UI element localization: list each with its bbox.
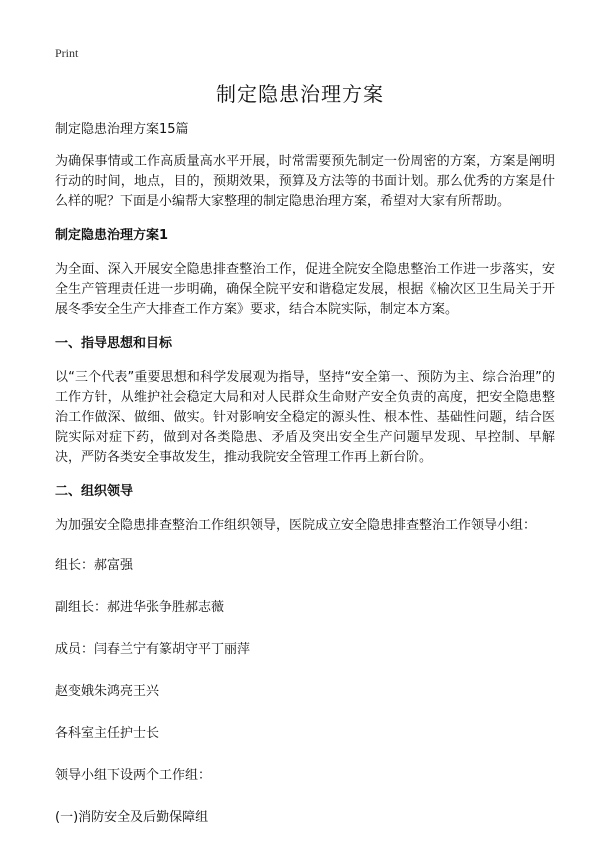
organization-paragraph: 为加强安全隐患排查整治工作组织领导，医院成立安全隐患排查整治工作领导小组：	[55, 518, 537, 533]
leader-line: 组长：郝富强	[55, 558, 134, 573]
plan1-paragraph: 为全面、深入开展安全隐患排查整治工作，促进全院安全隐患整治工作进一步落实，安全生产管理责任进一步明确，确保全院平安和谐稳定发展，根据《榆次区卫生局关于开展冬季安全生产大排查工作方案》要求，结合本院实际，制定本方案。	[55, 262, 555, 317]
section-heading-organization: 二、组织领导	[55, 484, 134, 499]
section-heading-guiding-thought: 一、指导思想和目标	[55, 336, 173, 351]
members-line: 成员：闫春兰宁有篆胡守平丁丽萍	[55, 642, 251, 657]
document-body	[55, 120, 555, 850]
vice-leader-line: 副组长：郝进华张争胜郝志薇	[55, 600, 225, 615]
section-heading-plan1: 制定隐患治理方案1	[55, 228, 169, 243]
group-1-line: (一)消防安全及后勤保障组	[55, 810, 209, 825]
print-label: Print	[55, 46, 79, 60]
members-line-3: 各科室主任护士长	[55, 726, 160, 741]
document-subtitle: 制定隐患治理方案15篇	[55, 122, 189, 137]
members-line-2: 赵变娥朱鸿亮王兴	[55, 684, 160, 699]
document-title: 制定隐患治理方案	[216, 82, 384, 106]
intro-paragraph: 为确保事情或工作高质量高水平开展，时常需要预先制定一份周密的方案，方案是阐明行动的时间，地点，目的，预期效果，预算及方法等的书面计划。那么优秀的方案是什么样的呢？下面是小编帮大家整理的制定隐患治理方案，希望对大家有所帮助。	[55, 154, 555, 209]
groups-intro-line: 领导小组下设两个工作组：	[55, 768, 212, 783]
guiding-thought-paragraph: 以“三个代表”重要思想和科学发展观为指导，坚持“安全第一、预防为主、综合治理”的工作方针，从维护社会稳定大局和对人民群众生命财产安全负责的高度，把安全隐患整治工作做深、做细、做实。针对影响安全稳定的源头性、根本性、基础性问题，结合医院实际对症下药，做到对各类隐患、矛盾及突出安全生产问题早发现、早控制、早解决，严防各类安全事故发生，推动我院安全管理工作再上新台阶。	[55, 370, 555, 465]
